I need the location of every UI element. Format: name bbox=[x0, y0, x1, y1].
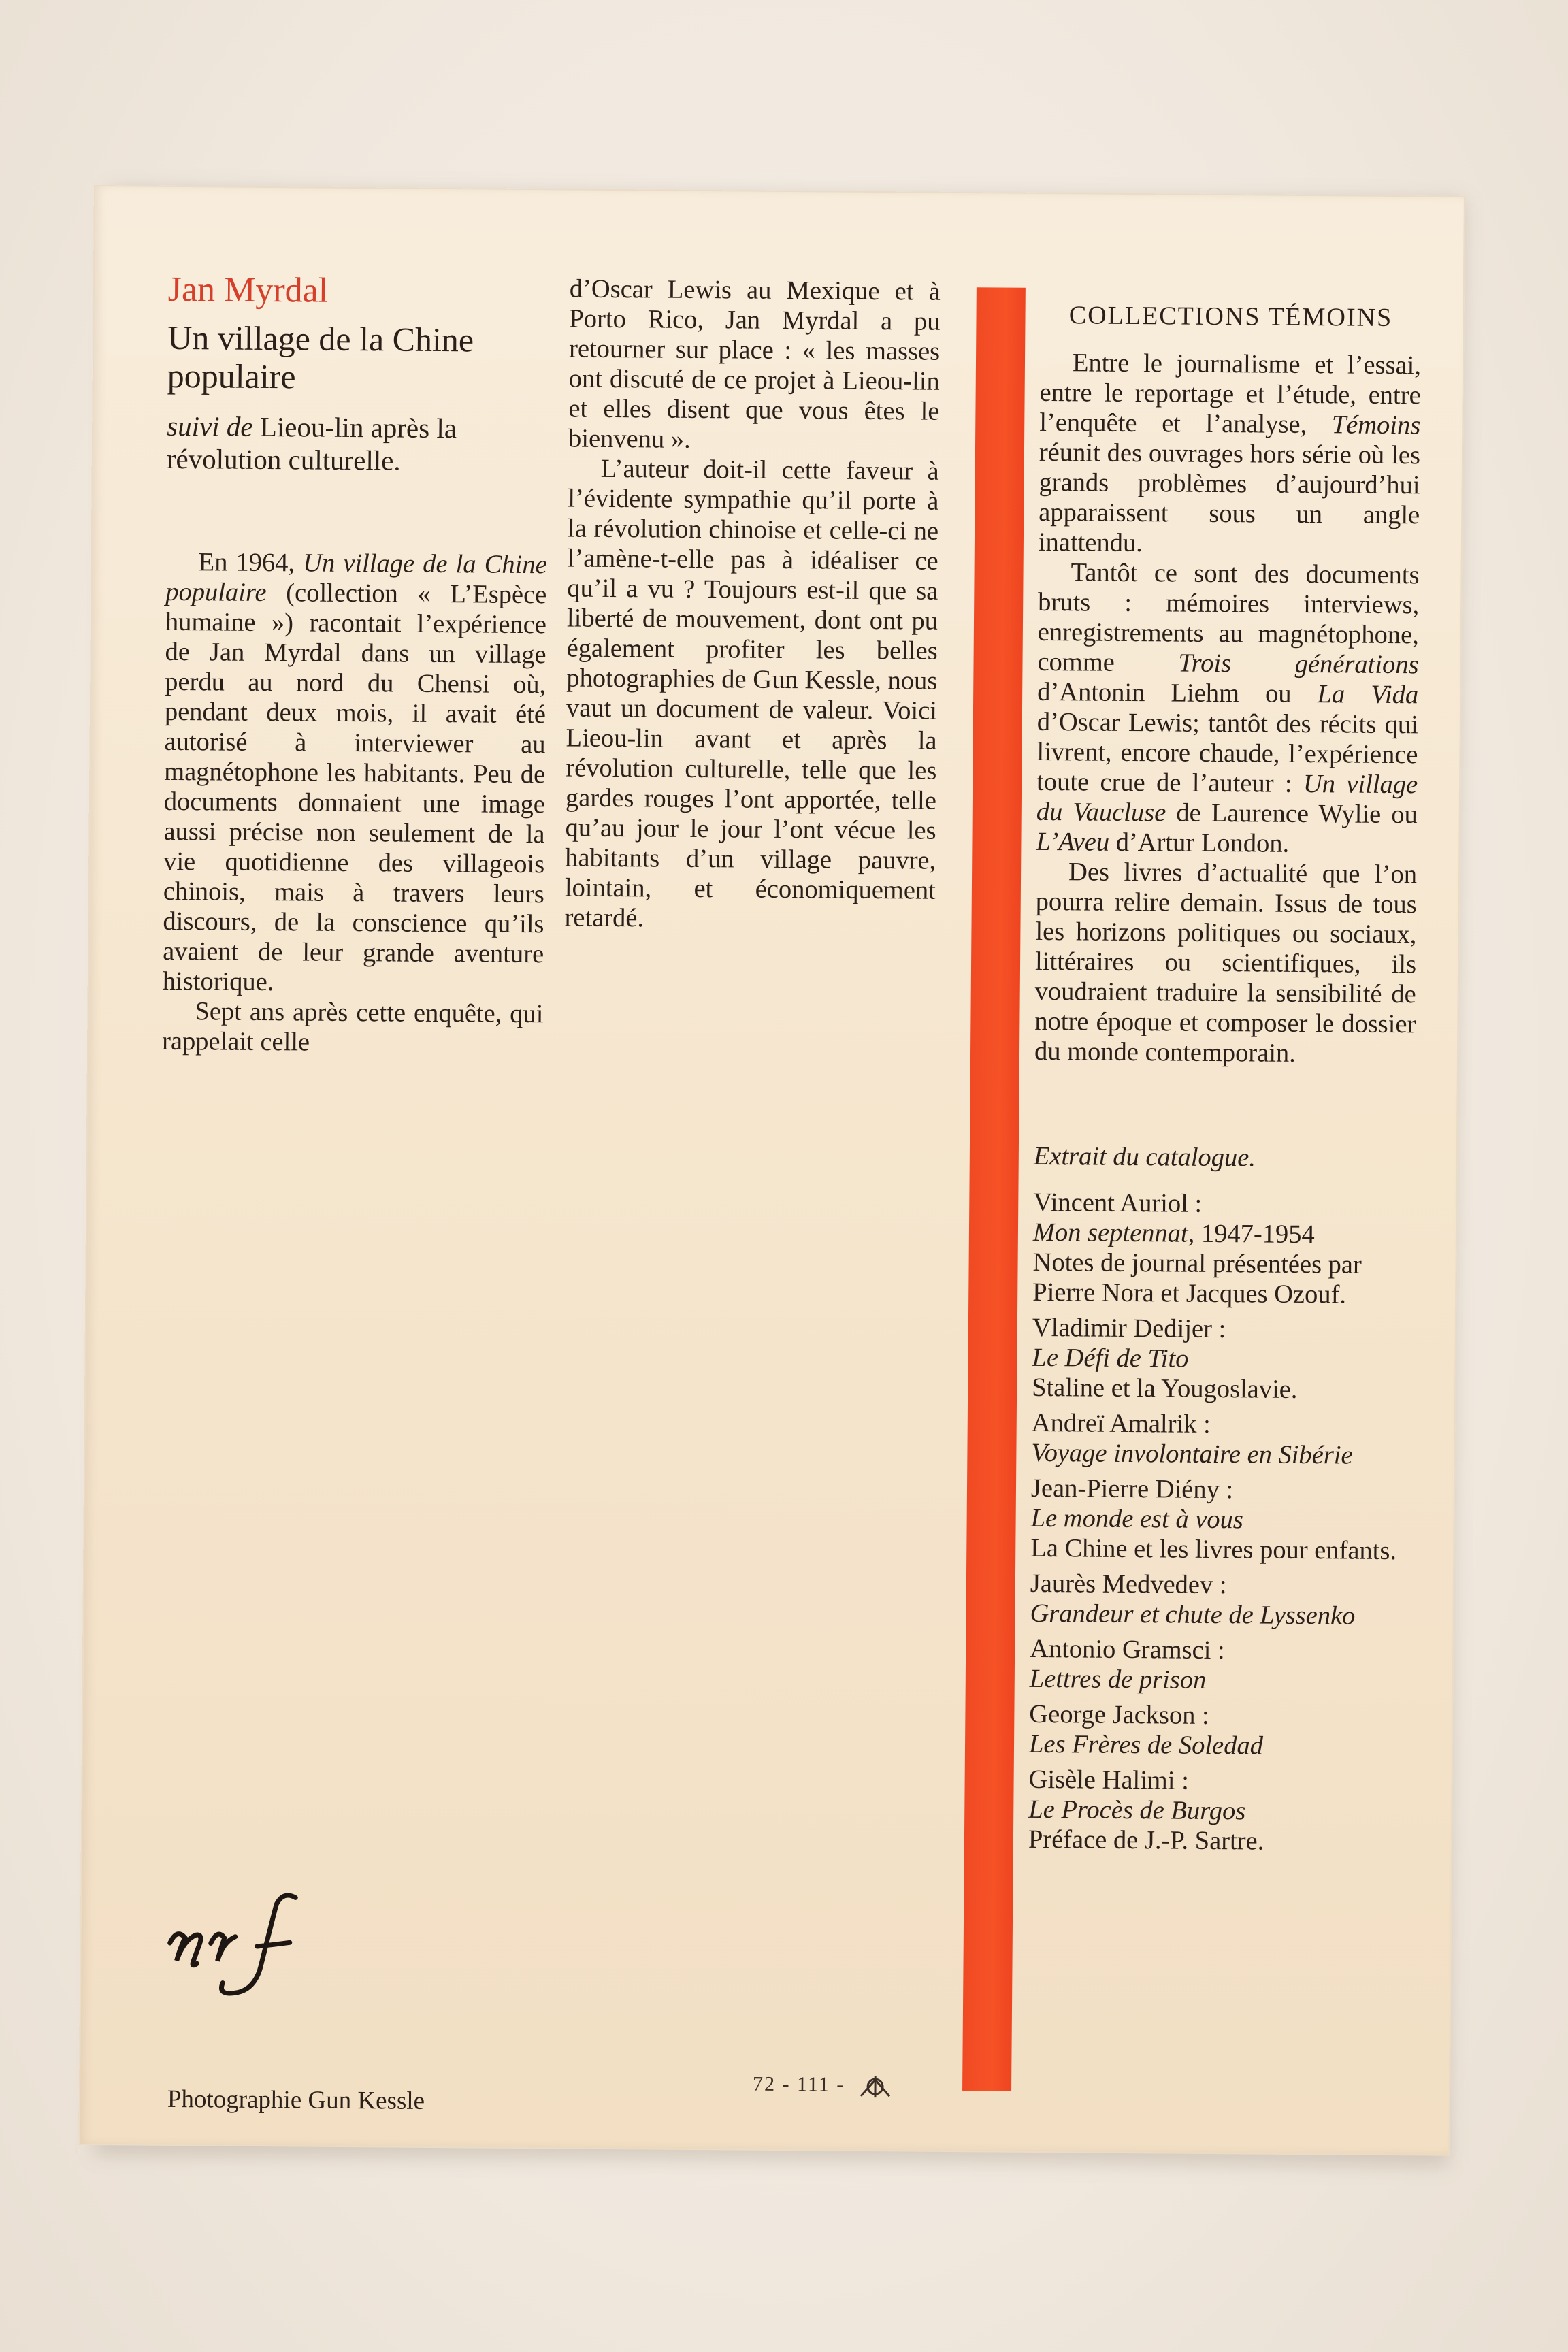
catalog-title: Lettres de prison bbox=[1029, 1664, 1207, 1695]
catalog-title: Le Défi de Tito bbox=[1032, 1343, 1189, 1373]
catalog-title-extra: 1947-1954 bbox=[1200, 1219, 1315, 1250]
catalog-entry bbox=[1030, 1473, 1412, 1566]
book-title: Un village de la Chine populaire bbox=[167, 318, 474, 396]
coll-p2-d: La Vida bbox=[1317, 680, 1419, 710]
collection-title: COLLECTIONS TÉMOINS bbox=[1068, 301, 1393, 332]
catalog-title: Voyage involontaire en Sibérie bbox=[1031, 1438, 1353, 1470]
collection-paragraph-3: Des livres d’actualité que l’on pourra relire demain. Issus de tous les horizons politiques ou sociaux, littéraires ou scientifiques, ils voudraient traduire la sensibilité de notre époque et composer le dossier du monde contemporain. bbox=[1034, 858, 1418, 1068]
catalog-entry bbox=[1032, 1188, 1414, 1310]
catalog-entry bbox=[1028, 1765, 1410, 1857]
catalog-author: Vladimir Dedijer : bbox=[1032, 1313, 1226, 1344]
print-code-text: 72 - 111 - bbox=[752, 2072, 845, 2096]
coll-p1-c: réunit des ouvrages hors série où les grands problèmes d’aujourd’hui apparaissent sous un angle inattendu. bbox=[1038, 438, 1421, 558]
coll-p1-b: Témoins bbox=[1331, 410, 1421, 440]
catalog-note: Staline et la Yougoslavie. bbox=[1032, 1373, 1298, 1404]
coll-p2-f: Un village du Vaucluse bbox=[1036, 769, 1418, 828]
coll-p2-h: L’Aveu bbox=[1036, 827, 1110, 857]
catalog-title: Le monde est à vous bbox=[1030, 1503, 1244, 1535]
catalog-author: Antonio Gramsci : bbox=[1029, 1634, 1225, 1665]
subtitle-italic: suivi de bbox=[167, 410, 253, 442]
middle-paragraph-2: L’auteur doit-il cette faveur à l’évidente sympathie qu’il porte à la révolution chinoise et celle-ci ne l’amène-t-elle pas à idéaliser ce qu’il a vu ? Toujours est-il que sa liberté de mouvement, dont ont pu également profiter les belles photographies de Gun Kessle, nous vaut un document de valeur. Voici Lieou-lin avant et après la révolution culturelle, telle que les gardes rouges l’ont apportée, telle qu’au jour le jour l’ont vécue les habitants d’un village pauvre, lointain, et économiquement retardé. bbox=[564, 454, 939, 933]
catalog-note: La Chine et les livres pour enfants. bbox=[1030, 1533, 1397, 1566]
coll-p2-i: d’Artur London. bbox=[1115, 828, 1290, 858]
collection-paragraph-1 bbox=[1039, 348, 1421, 560]
catalog-list bbox=[1028, 1188, 1415, 1857]
coll-p2-b: Trois générations bbox=[1178, 649, 1419, 680]
blurb-paragraph-2: Sept ans après cette enquête, qui rappelait celle bbox=[161, 997, 544, 1057]
catalog-note: Notes de journal présentées par Pierre Nora et Jacques Ozouf. bbox=[1032, 1247, 1362, 1309]
catalog-entry bbox=[1032, 1313, 1414, 1405]
catalog-author: Jean-Pierre Diény : bbox=[1030, 1473, 1234, 1505]
book-back-cover bbox=[78, 185, 1465, 2156]
blurb-p1-rest: (collection « L’Espèce humaine ») racontait l’expérience de Jan Myrdal dans un village perdu au nord du Chensi où, pendant deux mois, il avait été autorisé à interviewer au magnétophone les habitants. Peu de documents donnaient une image aussi précise non seulement de la vie quotidienne des villageois chinois, mais à travers leurs discours, de la conscience qu’ils avaient de leur grande aventure historique. bbox=[162, 578, 547, 997]
catalog-title: Les Frères de Soledad bbox=[1028, 1729, 1264, 1761]
catalog-author: Jaurès Medvedev : bbox=[1030, 1569, 1227, 1600]
catalog-entry bbox=[1031, 1408, 1413, 1471]
coll-p2-g: de Laurence Wylie ou bbox=[1176, 798, 1418, 830]
middle-paragraph-1: d’Oscar Lewis au Mexique et à Porto Rico, Jan Myrdal a pu retourner sur place : « les masses ont discuté de ce projet à Lieou-lin et elles disent que vous êtes le bienvenu ». bbox=[568, 274, 941, 454]
catalog-author: Gisèle Halimi : bbox=[1028, 1765, 1190, 1795]
catalog-title: Mon septennat, bbox=[1032, 1218, 1195, 1248]
catalog-note: Préface de J.-P. Sartre. bbox=[1028, 1825, 1264, 1856]
printer-mark-icon bbox=[857, 2073, 894, 2100]
catalog-title: Grandeur et chute de Lyssenko bbox=[1030, 1599, 1356, 1631]
coll-p2-e: d’Oscar Lewis; tantôt des récits qui livrent, encore chaude, l’expérience toute crue de l’auteur : bbox=[1036, 707, 1418, 798]
coll-p2-c: d’Antonin Liehm ou bbox=[1037, 677, 1292, 708]
catalog-entry bbox=[1030, 1634, 1411, 1697]
right-column bbox=[1028, 300, 1422, 1863]
subtitle-rest: Lieou-lin après la révolution culturelle. bbox=[166, 410, 457, 476]
coll-p1-a: Entre le journalisme et l’essai, entre le reportage et l’étude, entre l’enquête et l’analyse, bbox=[1039, 348, 1422, 440]
catalog-author: George Jackson : bbox=[1029, 1699, 1210, 1730]
catalog-author: Vincent Auriol : bbox=[1033, 1188, 1203, 1218]
left-column bbox=[162, 271, 549, 1059]
blurb-paragraph-1 bbox=[163, 547, 547, 999]
print-code bbox=[753, 2072, 894, 2101]
middle-column bbox=[564, 274, 941, 935]
catalog-title: Le Procès de Burgos bbox=[1028, 1795, 1246, 1826]
coll-p2-a: Tantôt ce sont des documents bruts : mémoires interviews, enregistrements au magnétophone, comme bbox=[1037, 558, 1420, 677]
author-name: Jan Myrdal bbox=[167, 270, 329, 310]
catalog-author: Andreï Amalrik : bbox=[1031, 1408, 1211, 1439]
collection-paragraph-2 bbox=[1036, 557, 1419, 860]
blurb-p1-start: En 1964, bbox=[198, 548, 295, 578]
catalog-entry bbox=[1029, 1699, 1411, 1762]
book-subtitle bbox=[167, 410, 549, 478]
blurb-p1-title: Un village de la Chine populaire bbox=[165, 549, 547, 608]
nrf-logo-icon bbox=[161, 1880, 312, 1997]
catalog-title-line bbox=[1033, 1218, 1414, 1250]
catalog-heading: Extrait du catalogue. bbox=[1033, 1141, 1256, 1173]
photo-credit: Photographie Gun Kessle bbox=[167, 2085, 425, 2115]
catalog-entry bbox=[1030, 1569, 1411, 1631]
red-divider-bar bbox=[962, 287, 1026, 2091]
